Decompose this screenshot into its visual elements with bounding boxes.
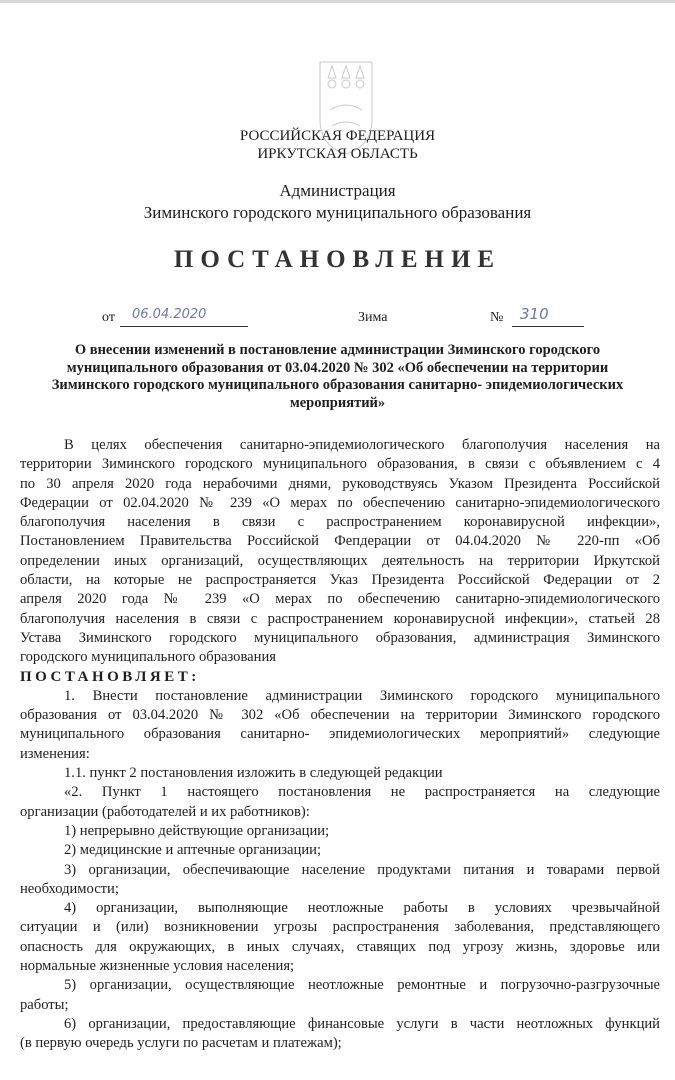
text-line: Устава Зиминского городского муниципального образования, администрация Зиминского — [20, 629, 660, 646]
text-line: «2. Пункт 1 настоящего постановления не распространяется на следующие — [64, 784, 660, 801]
resolves-heading: ПОСТАНОВЛЯЕТ: — [20, 668, 200, 685]
number-label: № — [490, 310, 504, 325]
text-line: муниципального образования санитарно- эпидемиологических мероприятий» следующие — [20, 726, 660, 743]
text-line: 1. Внести постановление администрации Зиминского городского муниципального — [64, 687, 660, 704]
administration-title: Администрация — [279, 181, 396, 200]
subject-line: О внесении изменений в постановление администрации Зиминского городского — [74, 342, 601, 358]
text-line: Постановлением Правительства Российской Фепдерации от 04.04.2020 № 220-пп «Об — [20, 533, 660, 550]
text-line: территории Зиминского городского муниципального образования, в связи с объявлением с 4 — [20, 456, 660, 473]
subject-line: Зиминского городского муниципального образования санитарно- эпидемиологических — [51, 377, 624, 393]
text-line: определении иных организаций, осуществляющих деятельность на территории Иркутской — [20, 552, 660, 569]
text-line: благополучия населения в связи с распространением коронавирусной инфекции», — [20, 514, 660, 531]
text-line: нормальные жизненные условия населения; — [20, 958, 295, 975]
text-line: Федерации от 02.04.2020 № 239 «О мерах по обеспечению санитарно-эпидемиологического — [20, 494, 660, 511]
subject-line: муниципального образования от 03.04.2020 № 302 «Об обеспечении на территории — [66, 359, 609, 376]
date-underline — [120, 326, 248, 327]
text-line: благополучия населения в связи с распространением коронавирусной инфекции», статьей 28 — [20, 610, 660, 627]
subject-line: мероприятий» — [289, 394, 386, 411]
text-line: необходимости; — [20, 880, 119, 897]
text-line: по 30 апреля 2020 года нерабочими днями, руководствуясь Указом Президента Российской — [20, 475, 660, 492]
text-line: 2) медицинские и аптечные организации; — [64, 842, 322, 859]
text-line: (в первую очередь услуги по расчетам и платежам); — [20, 1035, 342, 1052]
document-type-title: ПОСТАНОВЛЕНИЕ — [173, 246, 502, 273]
city-name: Зима — [358, 310, 388, 325]
document-subject — [0, 342, 675, 412]
country-name: РОССИЙСКАЯ ФЕДЕРАЦИЯ — [239, 128, 436, 144]
text-line: опасность для окружающих, в иных случаях, ставящих под угрозу жизнь, здоровье или — [20, 938, 660, 955]
date-label: от — [102, 310, 115, 325]
text-line: 1) непрерывно действующие организации; — [64, 822, 330, 839]
text-line: В целях обеспечения санитарно-эпидемиологического благополучия населения на — [64, 437, 660, 453]
text-line: 1.1. пункт 2 постановления изложить в следующей редакции — [64, 765, 443, 782]
text-line: 4) организации, выполняющие неотложные работы в условиях чрезвычайной — [64, 900, 660, 917]
header-block — [0, 127, 675, 163]
text-line: 3) организации, обеспечивающие население продуктами питания и товарами первой — [64, 861, 660, 878]
text-line: работы; — [20, 996, 69, 1013]
region-name: ИРКУТСКАЯ ОБЛАСТЬ — [257, 146, 418, 162]
scan-edge — [0, 0, 675, 3]
text-line: апреля 2020 года № 239 «О мерах по обеспечению санитарно-эпидемиологического — [20, 591, 660, 608]
municipality-name: Зиминского городского муниципального образования — [143, 203, 532, 222]
administration-block — [0, 180, 675, 224]
text-line: 6) организации, предоставляющие финансовые услуги в части неотложных функций — [64, 1015, 660, 1032]
text-line: ситуации и (или) возникновении угрозы распространения заболевания, представляющего — [20, 919, 660, 936]
text-line: изменения: — [20, 745, 90, 762]
text-line: организации (работодателей и их работников): — [20, 803, 310, 820]
number-handwritten: 310 — [520, 305, 549, 323]
text-line: области, на которые не распространяется Указ Президента Российской Федерации от 2 — [20, 572, 660, 589]
document-body — [20, 436, 660, 1054]
date-handwritten: 06.04.2020 — [132, 307, 207, 322]
text-line: городского муниципального образования — [20, 649, 276, 666]
text-line: 5) организации, осуществляющие неотложные ремонтные и погрузочно-разгрузочные — [64, 977, 660, 994]
text-line: образования от 03.04.2020 № 302 «Об обеспечении на территории Зиминского городского — [20, 707, 660, 724]
number-underline — [512, 326, 584, 327]
